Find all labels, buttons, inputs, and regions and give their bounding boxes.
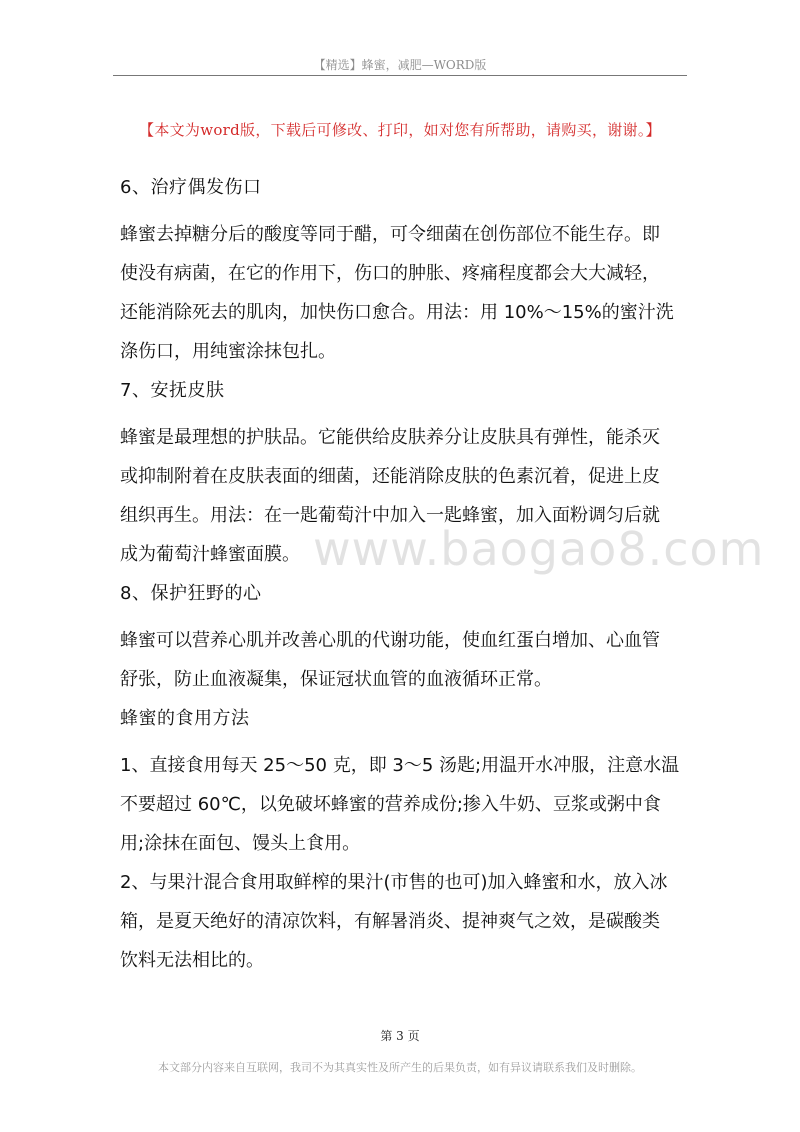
paragraph-line: 用;涂抹在面包、馒头上食用。 [120,833,361,854]
paragraph-line: 1、直接食用每天 25～50 克，即 3～5 汤匙;用温开水冲服，注意水温 [120,755,680,776]
document-body [120,168,695,980]
paragraph-line: 舒张，防止血液凝集，保证冠状血管的血液循环正常。 [120,669,552,690]
paragraph-line: 还能消除死去的肌肉，加快伤口愈合。用法：用 10%～15%的蜜汁洗 [120,302,674,323]
paragraph-line: 蜂蜜是最理想的护肤品。它能供给皮肤养分让皮肤具有弹性，能杀灭 [120,427,660,448]
paragraph-line: 箱，是夏天绝好的清凉饮料，有解暑消炎、提神爽气之效，是碳酸类 [120,911,660,932]
paragraph-line: 蜂蜜可以营养心肌并改善心肌的代谢功能，使血红蛋白增加、心血管 [120,630,660,651]
watermark: www.baogao8.com [313,522,765,576]
paragraph-line: 涤伤口，用纯蜜涂抹包扎。 [120,341,336,362]
section-heading: 蜂蜜的食用方法 [120,708,250,729]
paragraph-line: 成为葡萄汁蜂蜜面膜。 [120,544,300,565]
download-notice: 【本文为word版，下载后可修改、打印，如对您有所帮助，请购买，谢谢。】 [139,121,661,139]
paragraph-line: 或抑制附着在皮肤表面的细菌，还能消除皮肤的色素沉着，促进上皮 [120,466,660,487]
section-heading: 8、保护狂野的心 [120,583,262,604]
header-divider [113,75,687,76]
paragraph-line: 2、与果汁混合食用取鲜榨的果汁(市售的也可)加入蜂蜜和水，放入冰 [120,872,668,893]
section-heading: 6、治疗偶发伤口 [120,177,262,198]
paragraph-line: 组织再生。用法：在一匙葡萄汁中加入一匙蜂蜜，加入面粉调匀后就 [120,505,660,526]
paragraph-line: 不要超过 60℃，以免破坏蜂蜜的营养成份;掺入牛奶、豆浆或粥中食 [120,794,661,815]
paragraph-line: 使没有病菌，在它的作用下，伤口的肿胀、疼痛程度都会大大减轻， [120,263,660,284]
footer-disclaimer: 本文部分内容来自互联网，我司不为其真实性及所产生的后果负责，如有异议请联系我们及时删除。 [158,1061,642,1074]
document-header: 【精选】蜂蜜，减肥—WORD版 [313,58,487,72]
page-number: 第 3 页 [380,1029,420,1043]
paragraph-line: 饮料无法相比的。 [120,950,264,971]
paragraph-line: 蜂蜜去掉糖分后的酸度等同于醋，可令细菌在创伤部位不能生存。即 [120,224,660,245]
section-heading: 7、安抚皮肤 [120,380,225,401]
